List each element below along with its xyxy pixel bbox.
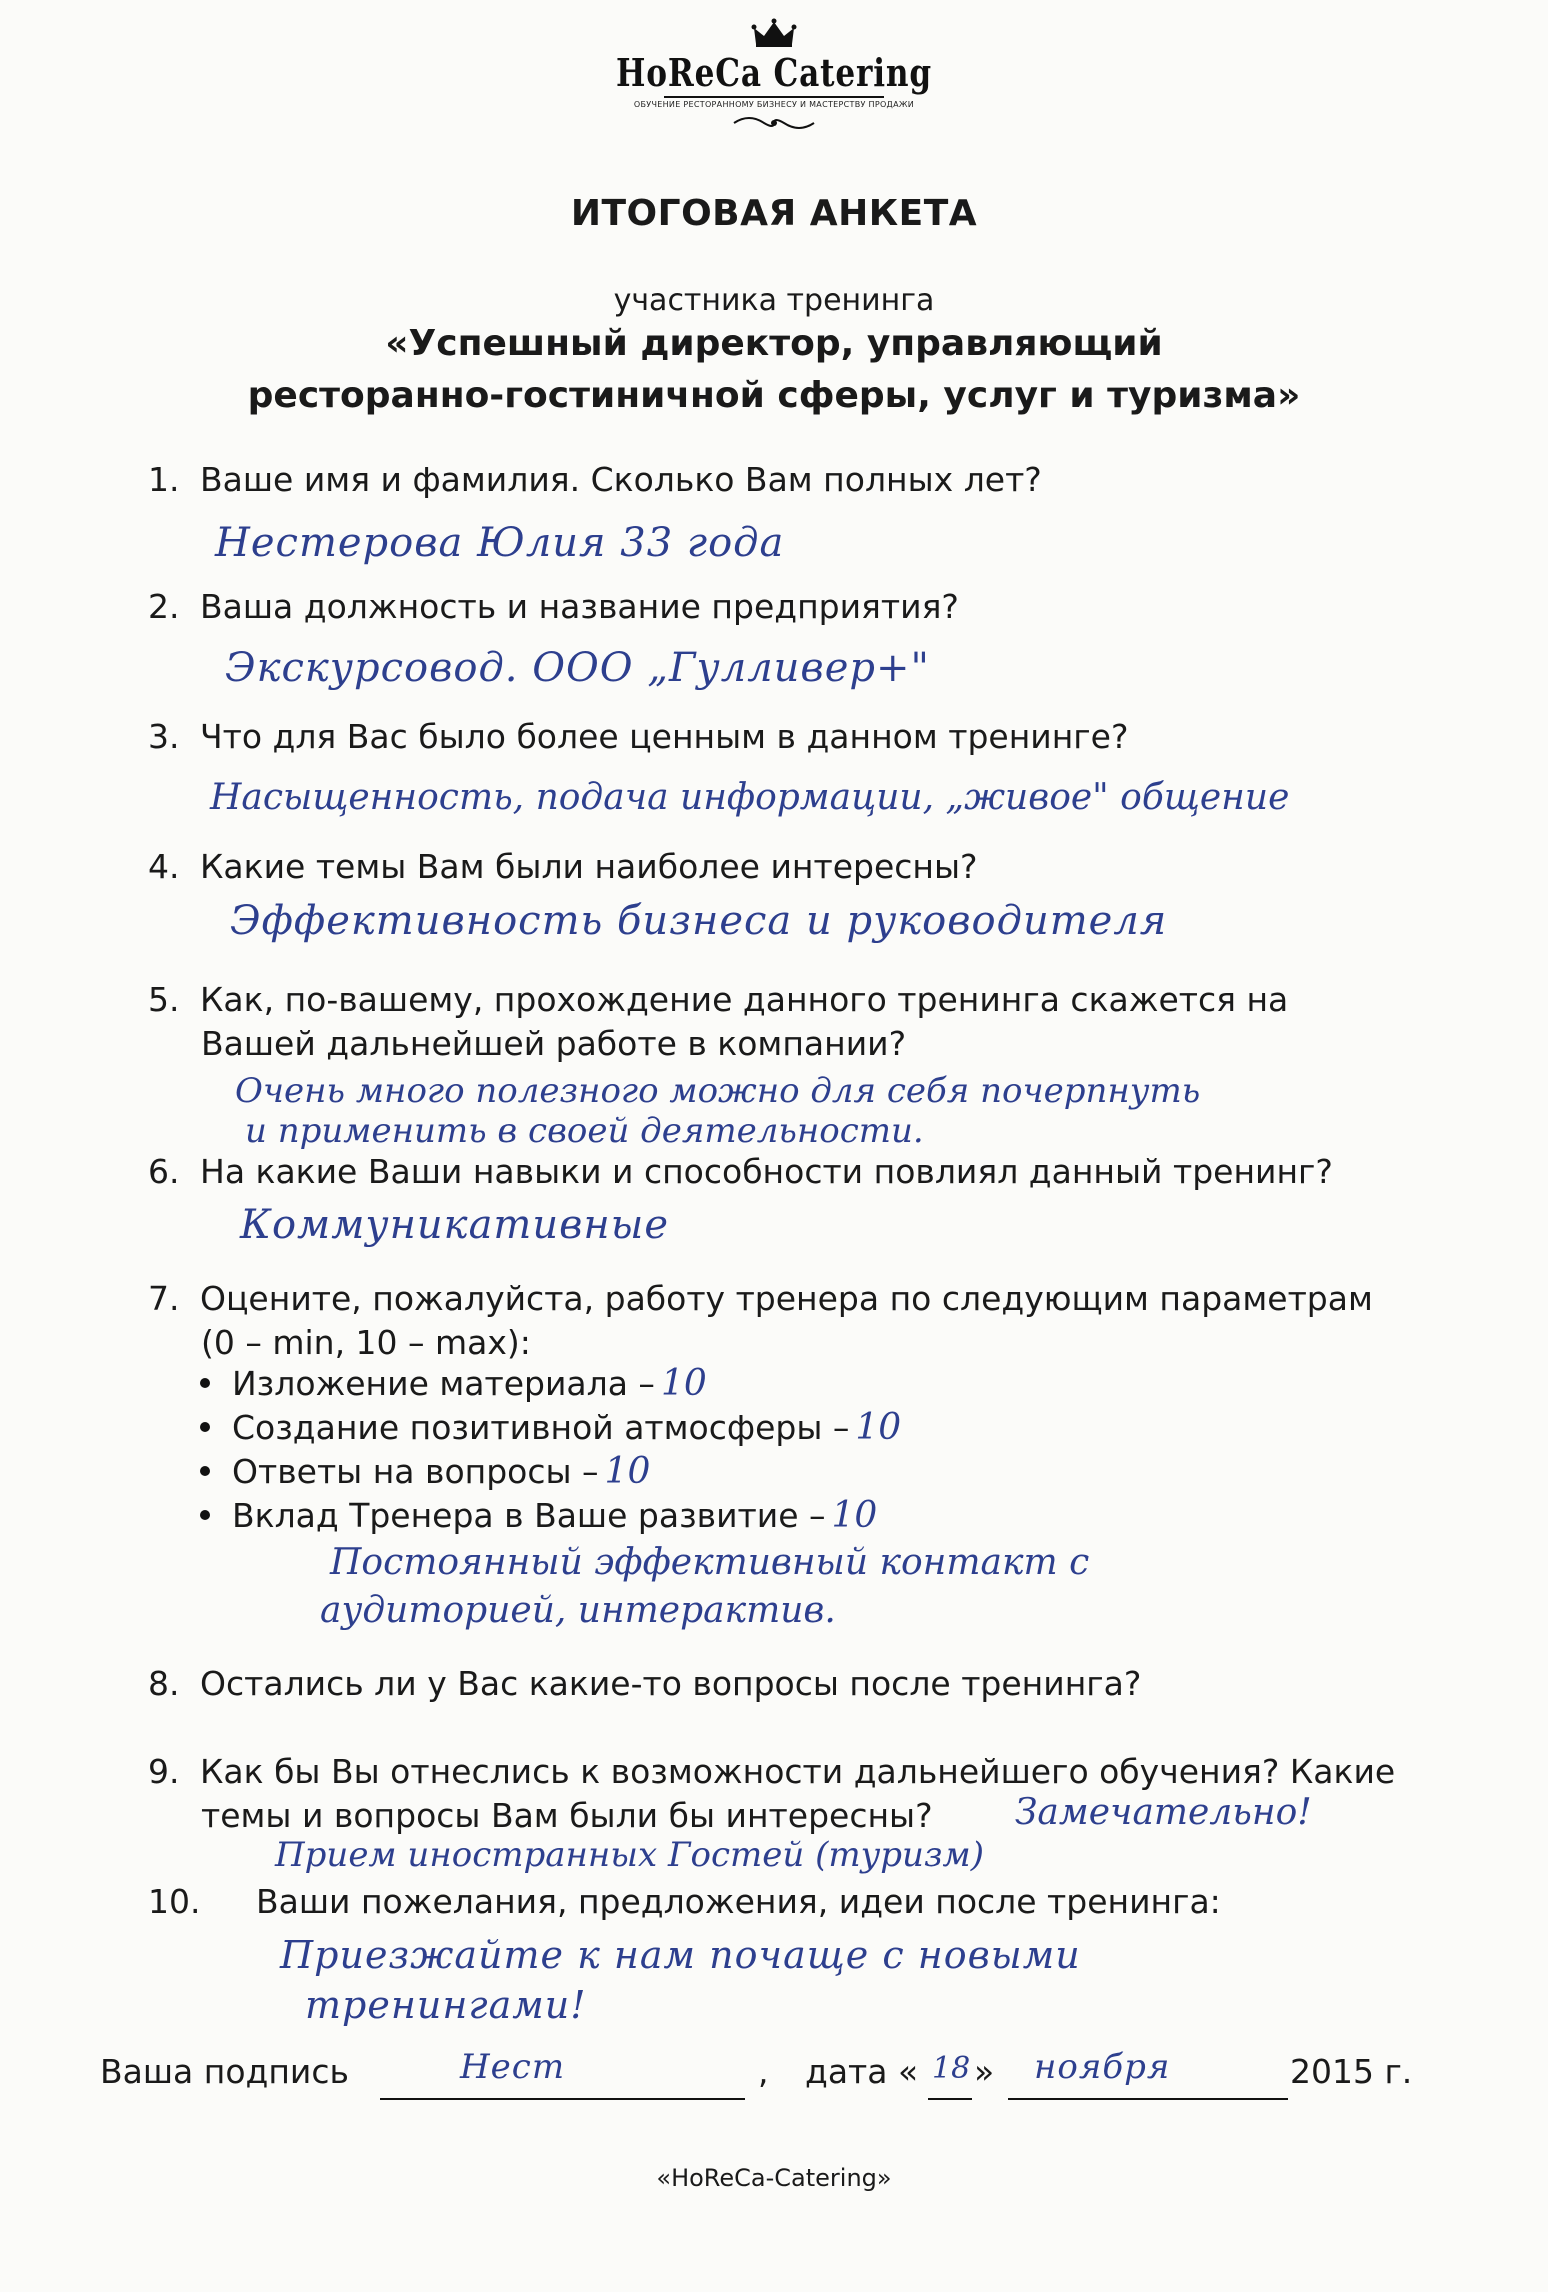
- answer-3: Насыщенность, подача информации, „живое" общение: [210, 777, 1290, 818]
- rating-item: [200, 1362, 901, 1406]
- crown-icon: [750, 18, 798, 48]
- logo-tagline: ОБУЧЕНИЕ РЕСТОРАННОМУ БИЗНЕСУ И МАСТЕРСТВУ ПРОДАЖИ: [633, 100, 915, 109]
- question-text: Остались ли у Вас какие-то вопросы после тренинга?: [200, 1664, 1142, 1703]
- question-number: 3.: [148, 717, 180, 756]
- question-2: [148, 585, 959, 629]
- bullet-icon: [200, 1510, 210, 1520]
- question-text: Как, по-вашему, прохождение данного тренинга скажется на: [200, 980, 1289, 1019]
- footer-brand: «HoReCa-Catering»: [656, 2164, 892, 2192]
- date-close: »: [974, 2052, 995, 2091]
- question-text: Как бы Вы отнеслись к возможности дальнейшего обучения? Какие: [200, 1752, 1396, 1791]
- question-6: [148, 1150, 1333, 1194]
- date-day-value: 18: [932, 2051, 971, 2086]
- rating-item: [200, 1494, 901, 1538]
- course-title: [0, 318, 1548, 422]
- date-month-field[interactable]: [1008, 2047, 1288, 2100]
- question-text: Какие темы Вам были наиболее интересны?: [200, 847, 978, 886]
- logo: [0, 18, 1548, 133]
- answer-2: Экскурсовод. ООО „Гулливер+": [225, 645, 930, 691]
- question-number: 2.: [148, 587, 180, 626]
- question-5: [148, 978, 1288, 1066]
- answer-7-line1: Постоянный эффективный контакт с: [330, 1542, 1090, 1583]
- signature-label: Ваша подпись: [100, 2052, 349, 2091]
- question-number: 9.: [148, 1752, 180, 1791]
- question-4: [148, 845, 978, 889]
- bullet-icon: [200, 1422, 210, 1432]
- rating-label: Создание позитивной атмосферы –: [232, 1408, 850, 1447]
- question-1: [148, 458, 1042, 502]
- answer-1: Нестерова Юлия 33 года: [215, 520, 785, 566]
- answer-6: Коммуникативные: [240, 1202, 669, 1248]
- answer-5-line2: и применить в своей деятельности.: [245, 1111, 924, 1151]
- question-7: [148, 1277, 1373, 1365]
- question-number: 4.: [148, 847, 180, 886]
- signature-comma: ,: [758, 2052, 769, 2091]
- question-text-cont: темы и вопросы Вам были бы интересны?: [201, 1796, 933, 1835]
- question-text: Ваша должность и название предприятия?: [200, 587, 959, 626]
- course-title-line2: ресторанно-гостиничной сферы, услуг и туризма»: [247, 375, 1301, 416]
- question-text: Ваше имя и фамилия. Сколько Вам полных лет?: [200, 460, 1042, 499]
- question-number: 7.: [148, 1279, 180, 1318]
- rating-score: 10: [604, 1451, 651, 1492]
- answer-9-inline: Замечательно!: [1015, 1792, 1312, 1833]
- form-subtitle: участника тренинга: [613, 283, 935, 318]
- rating-score: 10: [855, 1407, 902, 1448]
- rating-item: [200, 1406, 901, 1450]
- question-number: 10.: [148, 1882, 201, 1921]
- question-text-cont: Вашей дальнейшей работе в компании?: [201, 1024, 907, 1063]
- logo-underline: [664, 96, 884, 98]
- bullet-icon: [200, 1466, 210, 1476]
- question-text: На какие Ваши навыки и способности повлиял данный тренинг?: [200, 1152, 1333, 1191]
- logo-name: HoReCa Catering: [615, 50, 932, 95]
- course-title-line1: «Успешный директор, управляющий: [385, 323, 1163, 364]
- rating-label: Ответы на вопросы –: [232, 1452, 599, 1491]
- form-title: ИТОГОВАЯ АНКЕТА: [570, 193, 978, 234]
- question-text: Что для Вас было более ценным в данном тренинге?: [200, 717, 1129, 756]
- question-text: Ваши пожелания, предложения, идеи после тренинга:: [255, 1882, 1221, 1921]
- ratings-list: [200, 1362, 901, 1538]
- date-day-field[interactable]: [928, 2051, 972, 2100]
- question-10: [148, 1880, 1221, 1924]
- rating-item: [200, 1450, 901, 1494]
- answer-5-line1: Очень много полезного можно для себя почерпнуть: [235, 1071, 1201, 1111]
- question-8: [148, 1662, 1141, 1706]
- question-number: 5.: [148, 980, 180, 1019]
- rating-score: 10: [831, 1495, 878, 1536]
- question-number: 6.: [148, 1152, 180, 1191]
- question-3: [148, 715, 1128, 759]
- signature-value: Нест: [460, 2047, 566, 2087]
- answer-9-line2: Прием иностранных Гостей (туризм): [275, 1835, 984, 1875]
- answer-10-line2: тренингами!: [305, 1983, 587, 2027]
- question-number: 8.: [148, 1664, 180, 1703]
- ornament-icon: [729, 113, 819, 133]
- question-text-cont: (0 – min, 10 – max):: [201, 1323, 531, 1362]
- bullet-icon: [200, 1378, 210, 1388]
- rating-label: Изложение материала –: [232, 1364, 655, 1403]
- date-year: 2015 г.: [1290, 2052, 1413, 2091]
- date-month-value: ноября: [1034, 2047, 1171, 2087]
- rating-score: 10: [660, 1363, 707, 1404]
- answer-10-line1: Приезжайте к нам почаще с новыми: [280, 1933, 1081, 1977]
- date-label: дата «: [805, 2052, 919, 2091]
- signature-line[interactable]: [380, 2047, 745, 2100]
- question-text: Оцените, пожалуйста, работу тренера по следующим параметрам: [200, 1279, 1373, 1318]
- answer-4: Эффективность бизнеса и руководителя: [230, 898, 1168, 944]
- answer-7-line2: аудиторией, интерактив.: [320, 1590, 836, 1631]
- rating-label: Вклад Тренера в Ваше развитие –: [232, 1496, 826, 1535]
- question-number: 1.: [148, 460, 180, 499]
